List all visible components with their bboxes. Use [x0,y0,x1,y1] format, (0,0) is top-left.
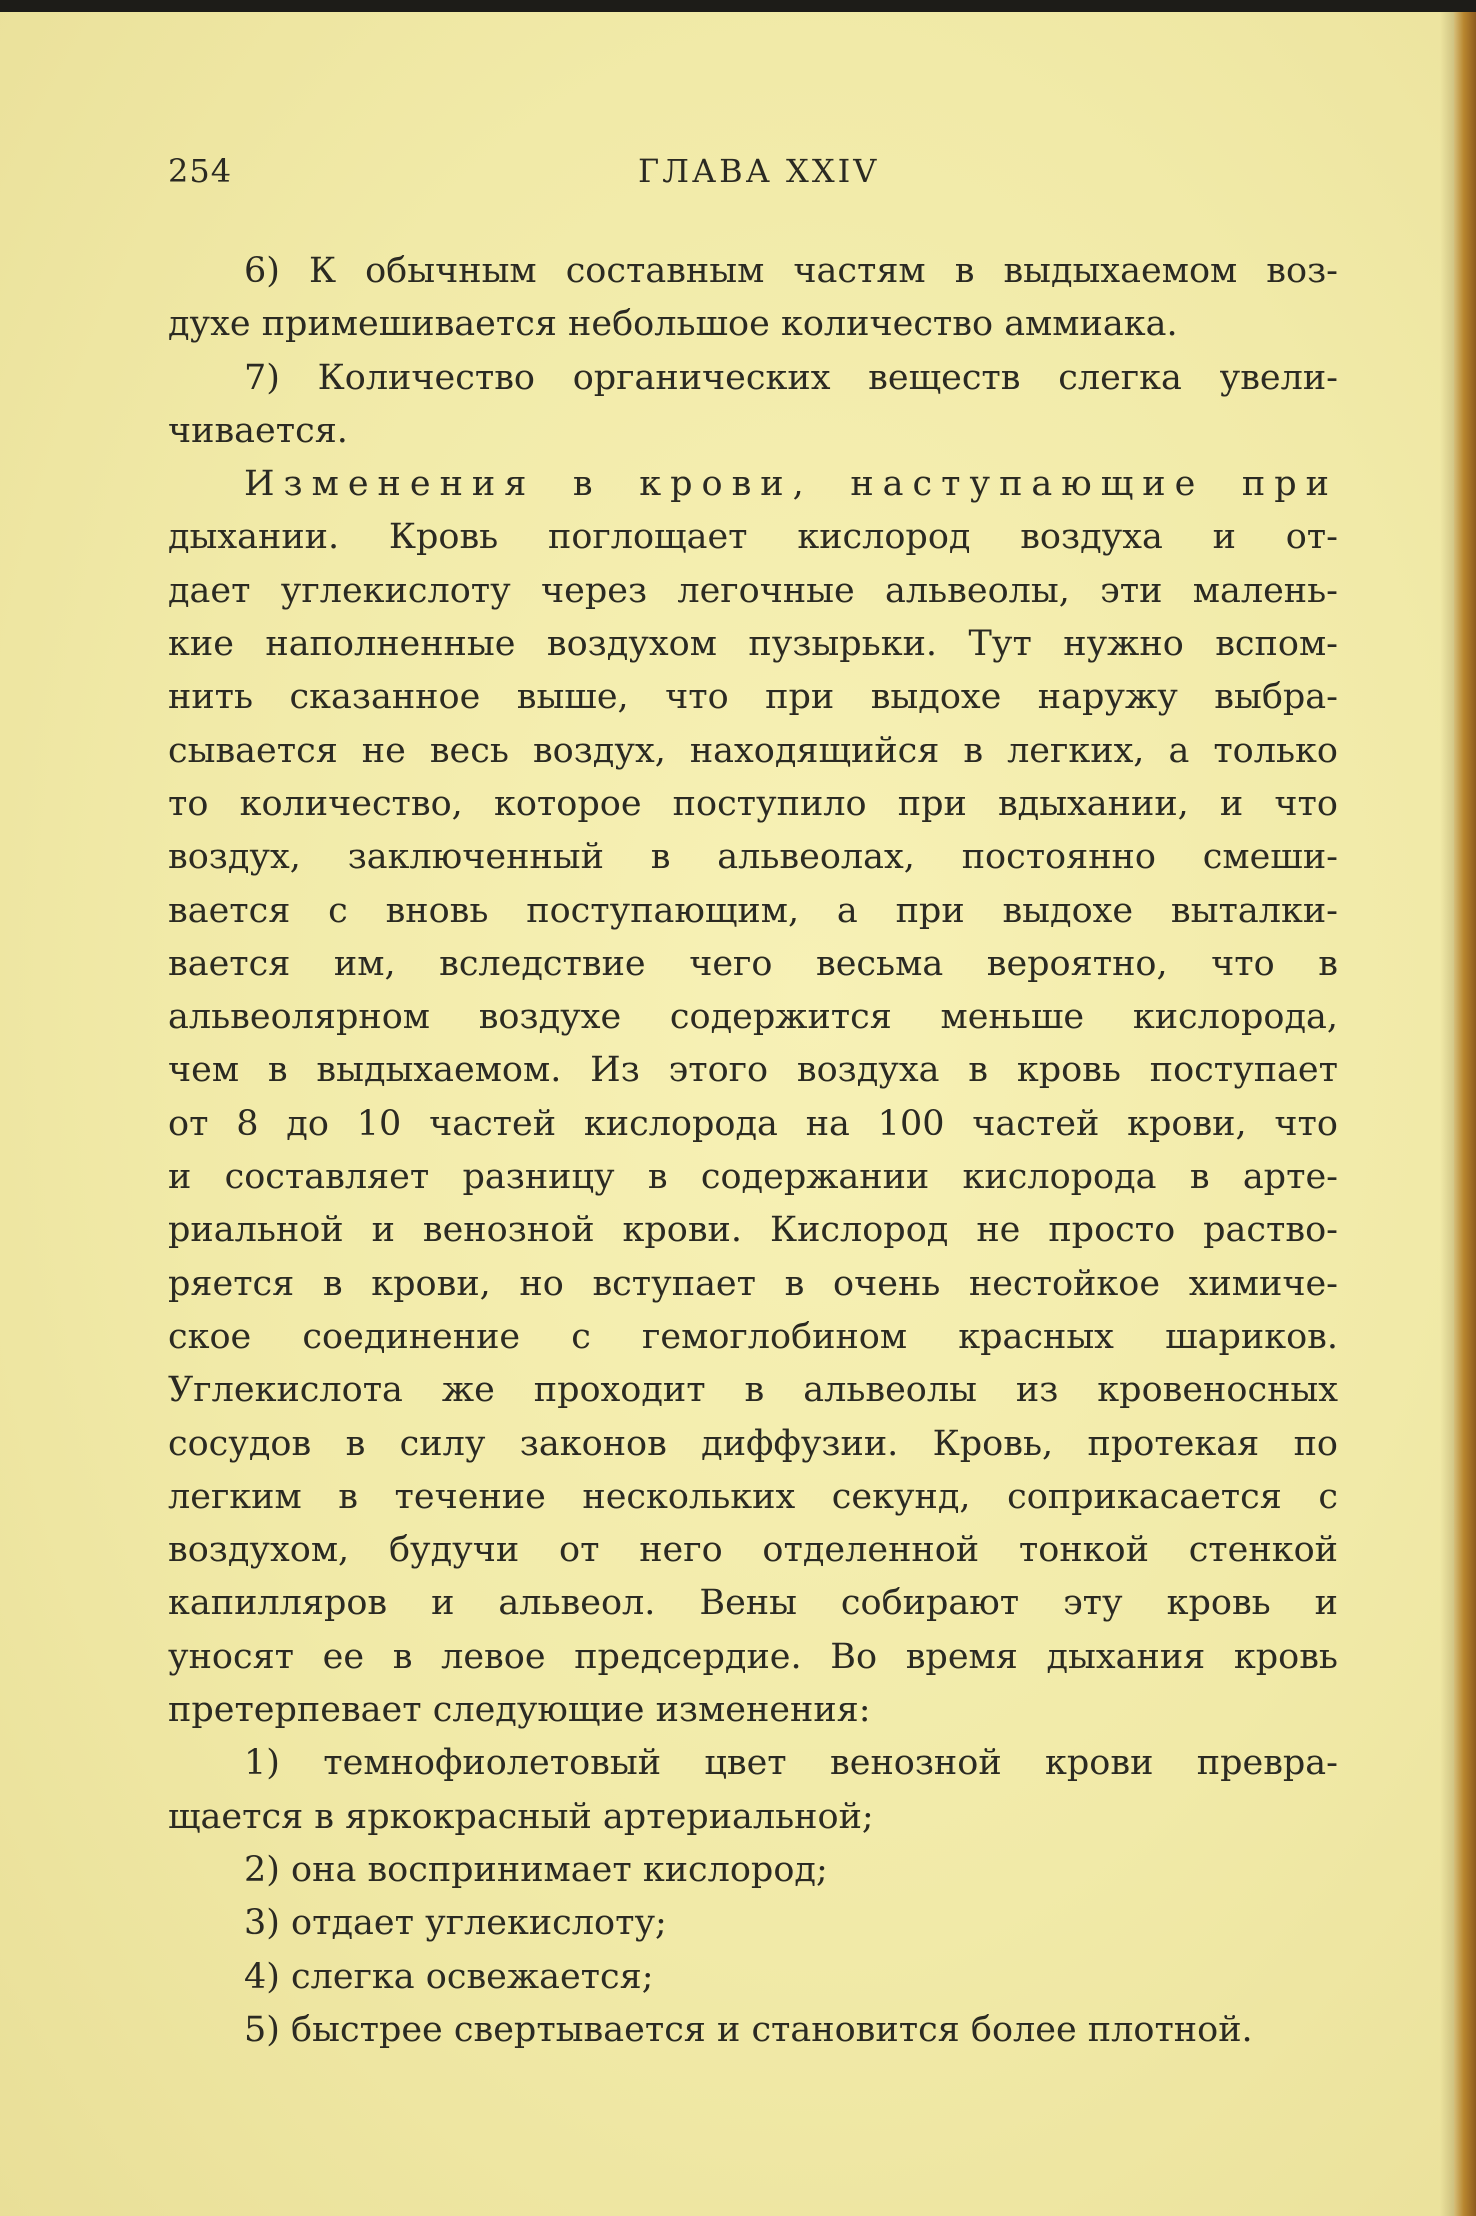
text-line: вается с вновь поступающим, а при выдохе выталки- [168,890,1338,931]
text-line: и составляет разницу в содержании кислорода в арте- [168,1157,1338,1198]
text-line: сывается не весь воздух, находящийся в легких, а только [168,730,1338,771]
text-line: нить сказанное выше, что при выдохе наружу выбра- [168,677,1338,718]
running-head: ГЛАВА XXIV [638,152,880,190]
text-line: альвеолярном воздухе содержится меньше кислорода, [168,997,1338,1038]
text-line: щается в яркокрасный артериальной; [168,1796,874,1837]
body-text [168,245,1338,2057]
scan-border-top [0,0,1476,12]
text-line: дает углекислоту через легочные альвеолы, эти малень- [168,570,1338,611]
text-line: вается им, вследствие чего весьма вероятно, что в [168,943,1338,984]
text-line: 2) она воспринимает кислород; [244,1849,828,1890]
text-line: 3) отдает углекислоту; [244,1903,667,1944]
text-line: 1) темнофиолетовый цвет венозной крови превра- [244,1743,1338,1784]
text-line: чивается. [168,410,348,451]
text-line: претерпевает следующие изменения: [168,1690,871,1731]
page-number: 254 [168,152,233,190]
text-line: воздухом, будучи от него отделенной тонкой стенкой [168,1530,1338,1571]
text-line: дыхании. Кровь поглощает кислород воздуха и от- [168,517,1338,558]
text-line: от 8 до 10 частей кислорода на 100 частей крови, что [168,1103,1338,1144]
text-line: 6) К обычным составным частям в выдыхаемом воз- [244,251,1338,291]
text-line: чем в выдыхаемом. Из этого воздуха в кровь поступает [168,1050,1338,1091]
text-line: 7) Количество органических веществ слегка увели- [244,357,1338,398]
text-line: ряется в крови, но вступает в очень нестойкое химиче- [168,1263,1338,1304]
text-line: кие наполненные воздухом пузырьки. Тут нужно вспом- [168,624,1338,665]
text-line: капилляров и альвеол. Вены собирают эту кровь и [168,1583,1338,1624]
text-line: уносят ее в левое предсердие. Во время дыхания кровь [168,1636,1338,1677]
text-line: сосудов в силу законов диффузии. Кровь, протекая по [168,1423,1338,1464]
text-line: 4) слегка освежается; [244,1956,654,1997]
text-line: Углекислота же проходит в альвеолы из кровеносных [168,1370,1338,1411]
book-edge [1454,0,1476,2216]
page-header [168,152,1340,202]
text-line: духе примешивается небольшое количество аммиака. [168,304,1178,345]
text-line: то количество, которое поступило при вдыхании, и что [168,783,1338,824]
text-line: легким в течение нескольких секунд, соприкасается с [168,1476,1338,1517]
page-edge-shadow [1440,0,1454,2216]
text-line: воздух, заключенный в альвеолах, постоянно смеши- [168,837,1338,878]
text-line: риальной и венозной крови. Кислород не просто раство- [168,1210,1338,1251]
text-line: Изменения в крови, наступающие при [244,464,1338,505]
text-line: 5) быстрее свертывается и становится более плотной. [244,2009,1253,2050]
text-line: ское соединение с гемоглобином красных шариков. [168,1316,1338,1357]
